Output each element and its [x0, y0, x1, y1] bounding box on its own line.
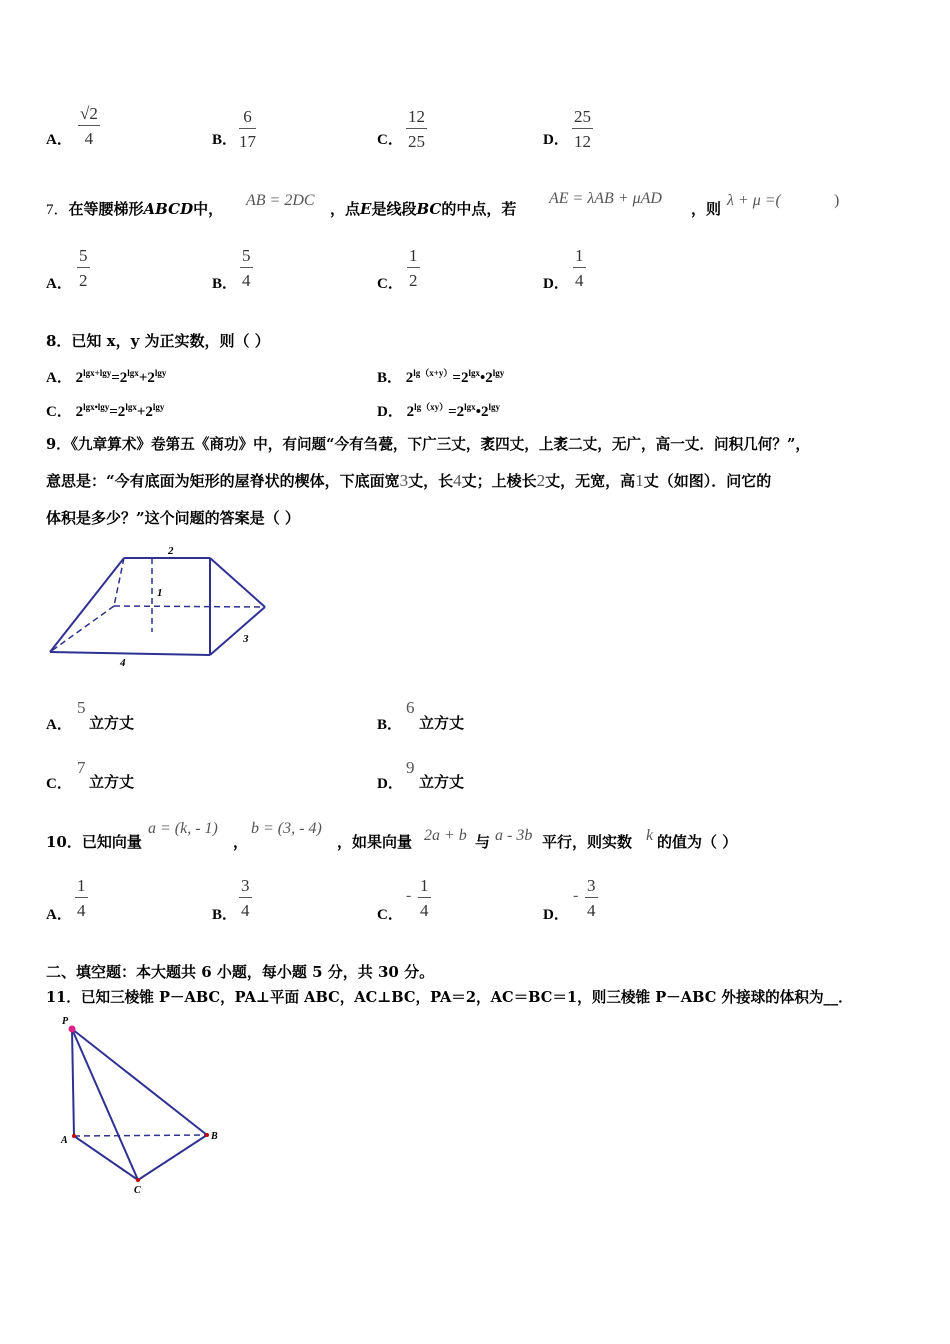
q10-vector-diff: a - 3b	[495, 827, 533, 844]
q7-stem-middle	[330, 198, 516, 219]
edge-pb	[72, 1029, 207, 1135]
q9-option-a-label: A．	[46, 717, 72, 733]
option-text: 2	[75, 404, 84, 420]
option-text: +2	[138, 370, 155, 386]
q8-option-a	[46, 366, 166, 387]
numerator: 25	[574, 107, 591, 126]
denominator: 4	[77, 901, 86, 920]
option-text: 2	[406, 404, 415, 420]
q6-option-a-label: A．	[46, 132, 72, 148]
q9-stem-line3: 体积是多少？”这个问题的答案是（ ）	[46, 509, 300, 527]
option-label: D．	[377, 404, 403, 420]
q9-option-d-unit: 立方丈	[419, 773, 465, 791]
q10-vector-a: a = (k, - 1)	[148, 820, 218, 837]
option-text: +2	[136, 404, 153, 420]
q7-stem-then: ，则	[691, 200, 722, 218]
option-text: lgy	[492, 368, 505, 378]
q10-stem-middle: ，如果向量	[337, 833, 413, 851]
option-label: B．	[377, 370, 403, 386]
q11-tetrahedron-figure	[55, 1012, 230, 1202]
denominator: 4	[420, 901, 429, 920]
top-right-edge	[210, 558, 265, 607]
point-a	[72, 1134, 76, 1138]
q9-option-c-value: 7	[77, 758, 86, 777]
q7-option-c-fraction	[407, 246, 420, 290]
option-text: =2	[111, 370, 128, 386]
stem-text: ABCD	[143, 200, 194, 218]
q6-option-a-fraction	[78, 104, 100, 148]
q10-option-c-sign: -	[406, 887, 412, 904]
numerator: 1	[77, 876, 86, 895]
q6-option-d-label: D．	[543, 132, 569, 148]
numerator: 1	[409, 246, 418, 265]
option-text: lgy	[152, 402, 165, 412]
q9-option-a-unit: 立方丈	[89, 714, 135, 732]
q10-option-b-fraction	[239, 876, 252, 920]
hidden-back-edge	[114, 606, 265, 607]
option-text: lg（x+y）	[413, 368, 453, 378]
denominator: 4	[84, 129, 94, 148]
denominator: 2	[409, 271, 418, 290]
q7-close-paren: )	[834, 192, 840, 209]
numerator: 5	[79, 246, 88, 265]
stem-text: 丈，长	[408, 472, 454, 490]
q8-option-b	[377, 366, 504, 387]
q8-option-d	[377, 400, 500, 421]
q9-option-b-unit: 立方丈	[419, 714, 465, 732]
denominator: 4	[242, 271, 251, 290]
option-text: 2	[75, 370, 84, 386]
stem-text: 意思是：“今有底面为矩形的屋脊状的楔体，下底面宽	[46, 472, 400, 490]
label-c: C	[134, 1185, 141, 1196]
q10-option-d-sign: -	[573, 887, 579, 904]
edge-ab-hidden	[74, 1135, 207, 1136]
stem-text: 丈（如图）．问它的	[643, 472, 772, 490]
point-b	[205, 1133, 209, 1137]
q10-option-d-fraction	[585, 876, 598, 920]
numerator: 1	[420, 876, 429, 895]
label-top: 2	[168, 545, 174, 557]
stem-text: 在等腰梯形	[68, 200, 144, 218]
q9-option-c-label: C．	[46, 776, 72, 792]
q7-option-d-label: D．	[543, 276, 569, 292]
stem-text: BC	[416, 200, 442, 218]
q9-stem-line1: 9．《九章算术》卷第五《商功》中，有问题“今有刍甍，下广三丈，袤四丈，上袤二丈，无广，高一丈．问积几何？”，	[46, 436, 810, 453]
option-label: A．	[46, 370, 72, 386]
q7-equation-sum: λ + μ =(	[727, 192, 781, 209]
label-p: P	[62, 1016, 69, 1027]
q9-option-b-label: B．	[377, 717, 403, 733]
denominator: 4	[241, 901, 250, 920]
q10-k: k	[646, 827, 654, 844]
option-text: lgx	[125, 402, 137, 412]
numerator: √2	[80, 104, 98, 123]
q7-option-c-label: C．	[377, 276, 403, 292]
bottom-front-edge	[50, 652, 210, 655]
q9-option-b-value: 6	[406, 698, 415, 717]
stem-text: 的中点，若	[441, 200, 517, 218]
option-text: lgx	[464, 402, 476, 412]
q10-option-c-fraction	[418, 876, 431, 920]
q10-option-a-fraction	[75, 876, 88, 920]
q10-vector-b: b = (3, - 4)	[251, 820, 322, 837]
q6-option-b-label: B．	[212, 132, 238, 148]
q6-option-c-fraction	[406, 107, 427, 151]
q9-stem-line2	[46, 470, 771, 491]
bottom-right-edge	[210, 607, 265, 655]
q10-comma: ，	[233, 833, 249, 851]
numerator: 3	[587, 876, 596, 895]
denominator: 12	[574, 132, 591, 151]
q10-stem-parallel: 平行，则实数	[542, 833, 633, 851]
q9-option-c-unit: 立方丈	[89, 773, 135, 791]
q10-stem-end: 的值为（ ）	[657, 833, 738, 851]
denominator: 2	[79, 271, 88, 290]
stem-text: ，点	[330, 200, 361, 218]
q10-option-b-label: B．	[212, 907, 238, 923]
q10-stem-start: 10．已知向量	[46, 833, 142, 851]
section-2-heading: 二、填空题：本大题共 6 小题，每小题 5 分，共 30 分。	[46, 963, 435, 981]
label-b: B	[211, 1131, 218, 1142]
denominator: 25	[408, 132, 425, 151]
denominator: 4	[587, 901, 596, 920]
stem-text: 4	[453, 471, 462, 490]
option-text: lgx	[468, 368, 480, 378]
stem-text: 丈；上棱长	[461, 472, 537, 490]
q11-stem: 11．已知三棱锥 P－ABC，PA⊥平面 ABC，AC⊥BC，PA＝2，AC＝BC＝1，则三棱锥 P－ABC 外接球的体积为__．	[46, 989, 853, 1006]
option-label: C．	[46, 404, 72, 420]
question-number: 7．	[46, 202, 69, 218]
q9-option-d-label: D．	[377, 776, 403, 792]
stem-text: 是线段	[371, 200, 417, 218]
stem-text: 丈，无宽，高	[545, 472, 636, 490]
option-text: =2	[448, 404, 465, 420]
option-text: lgy	[488, 402, 500, 412]
q10-option-c-label: C．	[377, 907, 403, 923]
label-width: 3	[243, 633, 249, 645]
numerator: 5	[242, 246, 251, 265]
option-text: lgy	[154, 368, 167, 378]
option-text: lgx+lgy	[83, 368, 112, 378]
q8-stem: 8．已知 x，y 为正实数，则（ ）	[46, 332, 270, 350]
q6-option-c-label: C．	[377, 132, 403, 148]
numerator: 3	[241, 876, 250, 895]
q10-option-d-label: D．	[543, 907, 569, 923]
point-c	[136, 1178, 140, 1182]
option-text: =2	[109, 404, 126, 420]
q7-option-b-fraction	[240, 246, 253, 290]
q9-option-a-value: 5	[77, 698, 86, 717]
q7-option-a-label: A．	[46, 276, 72, 292]
edge-pa	[72, 1029, 74, 1136]
numerator: 12	[408, 107, 425, 126]
q6-option-b-fraction	[239, 107, 256, 151]
stem-text: 中，	[193, 200, 224, 218]
q10-and: 与	[475, 833, 491, 851]
q7-option-b-label: B．	[212, 276, 238, 292]
q7-stem	[46, 198, 223, 219]
front-left-edge	[50, 558, 124, 652]
option-text: •2	[479, 370, 493, 386]
numerator: 1	[575, 246, 584, 265]
stem-text: E	[360, 200, 372, 218]
edge-cb	[138, 1135, 207, 1180]
option-text: lgx•lgy	[83, 402, 110, 412]
point-p	[69, 1026, 76, 1033]
option-text: •2	[475, 404, 489, 420]
stem-text: 2	[536, 471, 546, 490]
denominator: 4	[575, 271, 584, 290]
stem-text: 3	[399, 471, 409, 490]
q6-option-d-fraction	[572, 107, 593, 151]
q7-equation-ae: AE = λAB + μAD	[549, 190, 662, 207]
option-text: 2	[405, 370, 414, 386]
q8-option-c	[46, 400, 164, 421]
q10-vector-sum: 2a + b	[424, 827, 467, 844]
label-a: A	[61, 1135, 68, 1146]
q10-option-a-label: A．	[46, 907, 72, 923]
label-length: 4	[120, 657, 126, 669]
numerator: 6	[243, 107, 252, 126]
q9-wedge-figure	[40, 540, 280, 670]
option-text: lg（xy）	[414, 402, 449, 412]
q9-option-d-value: 9	[406, 758, 415, 777]
denominator: 17	[239, 132, 256, 151]
q7-option-a-fraction	[77, 246, 90, 290]
q7-option-d-fraction	[573, 246, 586, 290]
q7-equation-ab: AB = 2DC	[246, 192, 315, 209]
option-text: lgx	[127, 368, 139, 378]
option-text: =2	[452, 370, 469, 386]
label-height: 1	[157, 587, 163, 599]
stem-text: 1	[635, 471, 644, 490]
